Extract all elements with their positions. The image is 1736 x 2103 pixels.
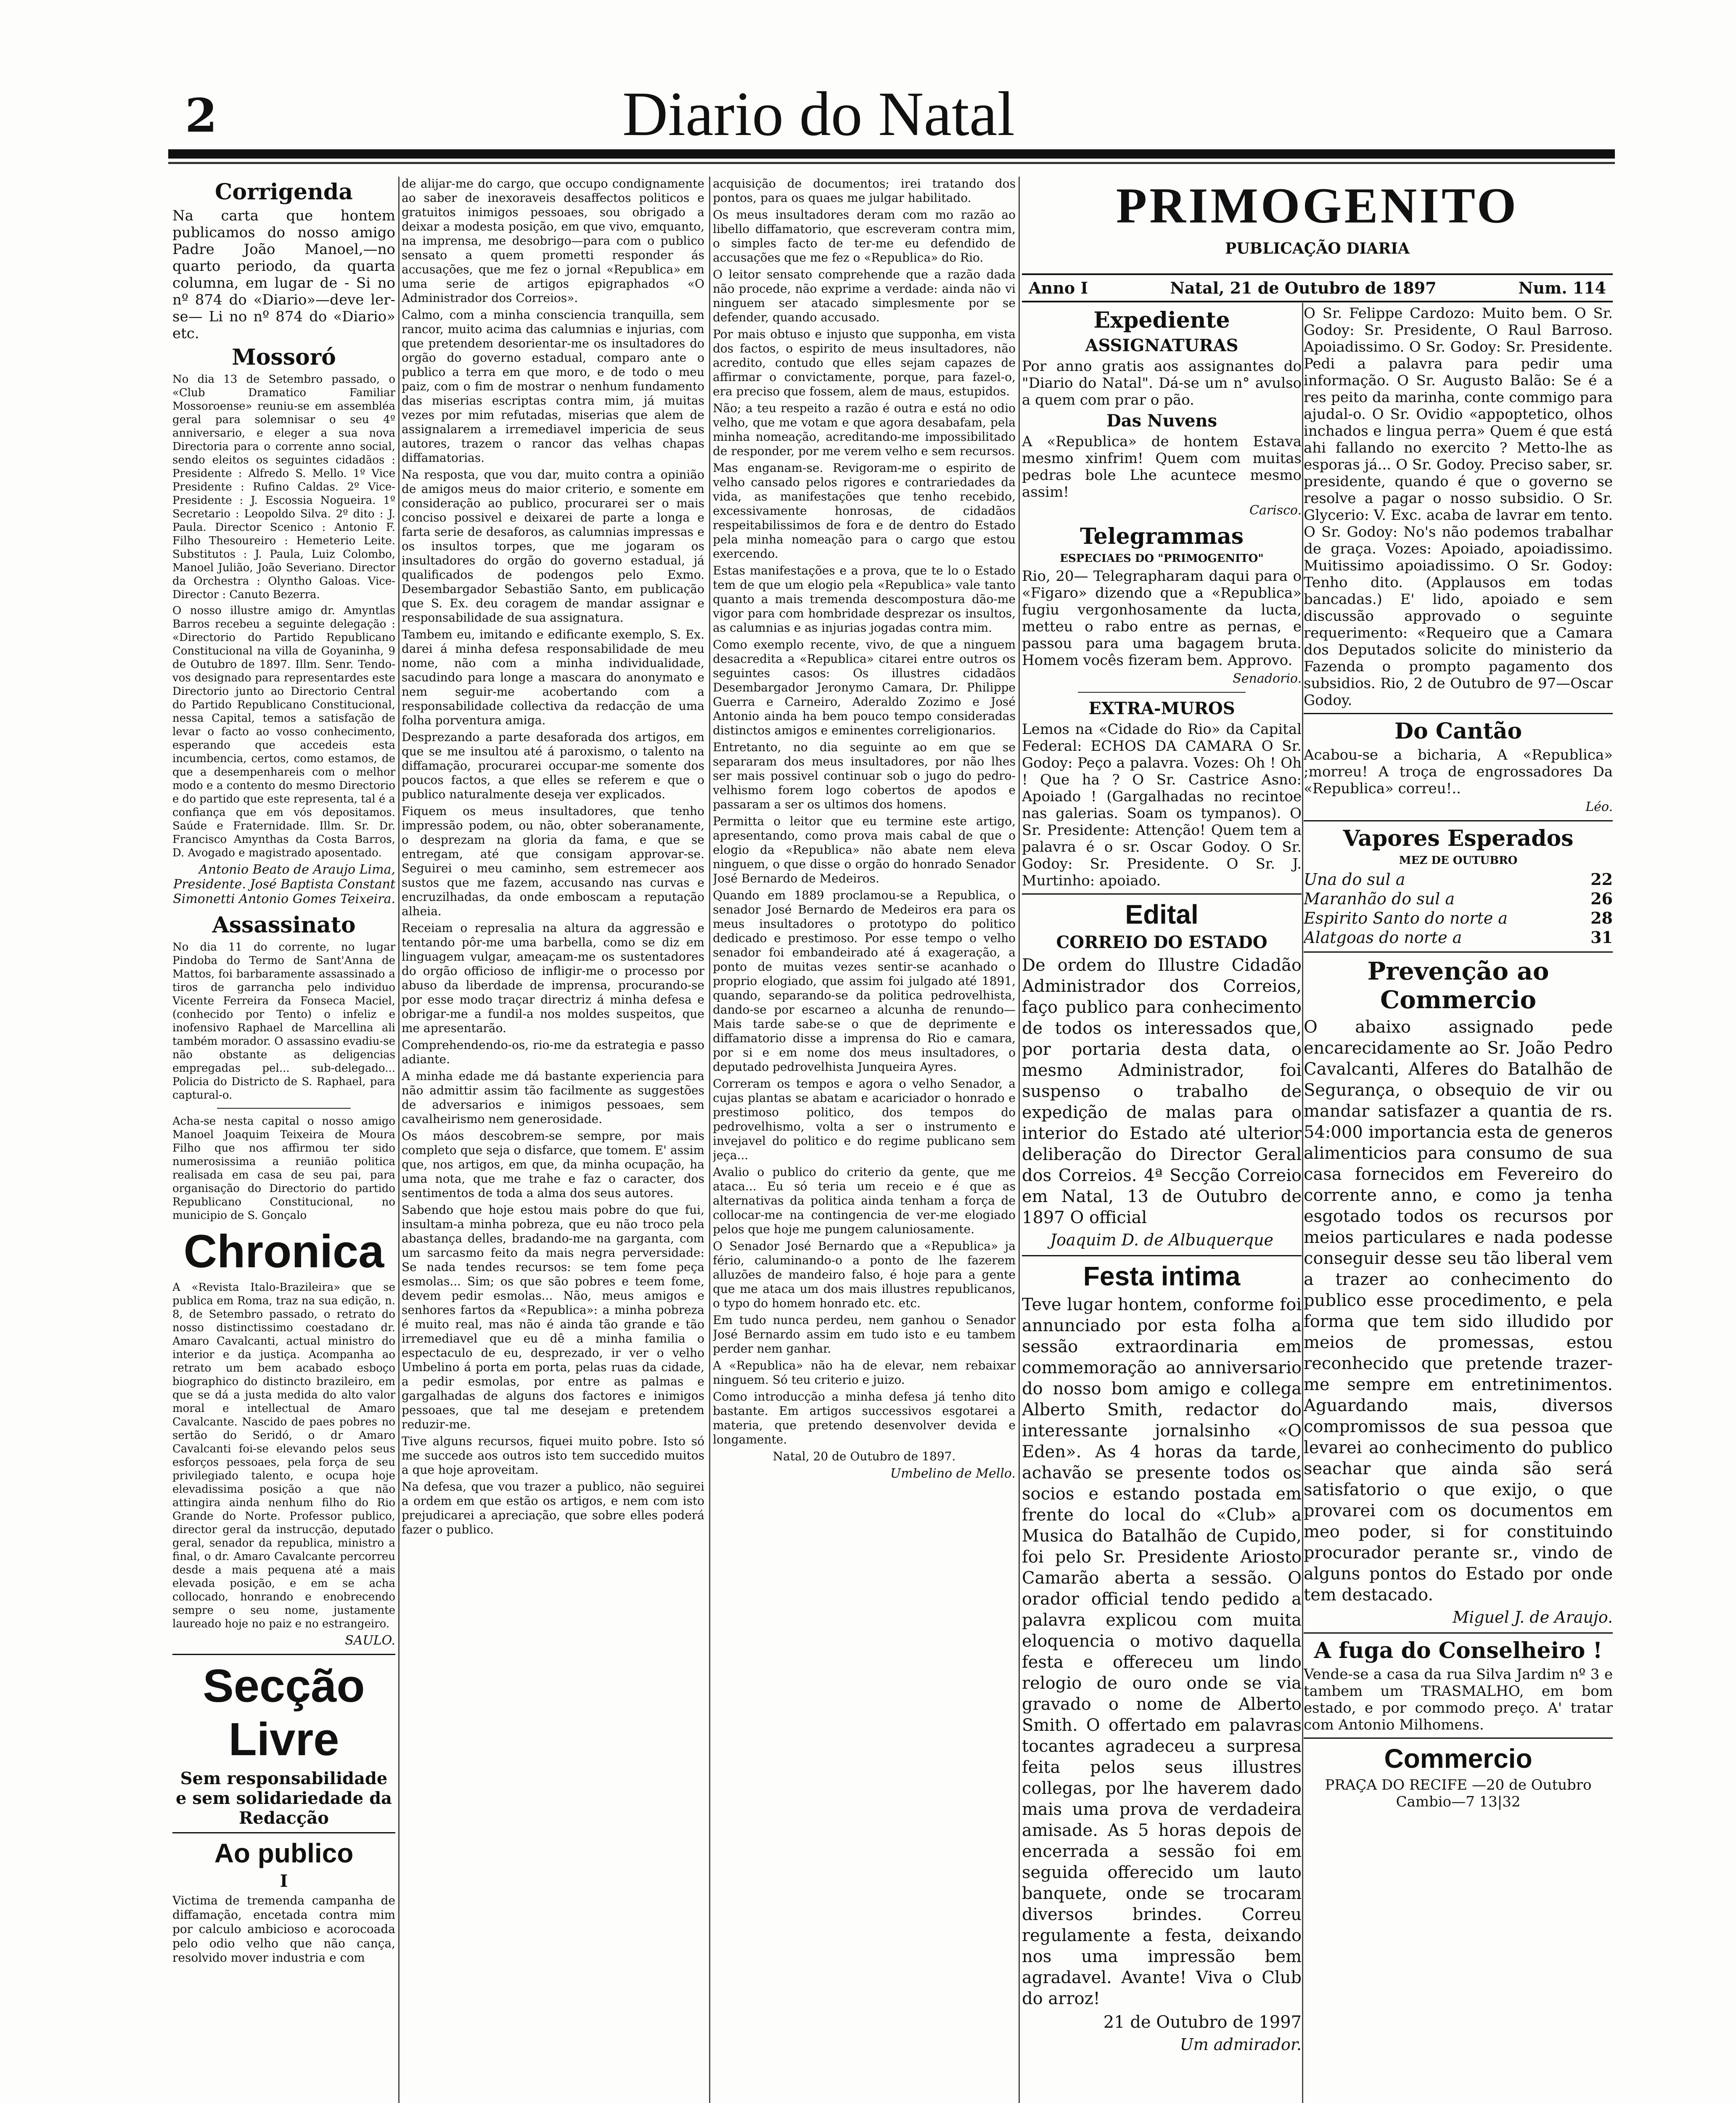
cantao-text: Acabou-se a bicharia, A «Republica» ;morreu! A troça de engrossadores Da «Republica» correu!.. [1304,747,1613,797]
divider [172,1654,395,1655]
divider [1304,713,1613,714]
article-signature: Umbelino de Mello. [890,1466,1016,1481]
vapores-list [1304,870,1613,947]
header-rule [168,149,1615,159]
article-paragraph: Correram os tempos e agora o velho Senador, a cujas plantas se abatam e acariciador o honrado e prestimoso politico, dos tempos do pedrovelhismo, volta a ser o instrumento e invejavel do politico e do regime publicano sem jeça... [713,1077,1016,1162]
assignaturas-text: Por anno gratis aos assignantes do "Diario do Natal". Dá-se um n° avulso a quem com prar o pão. [1022,358,1302,408]
mossoro-text-2: O nosso illustre amigo dr. Amyntlas Barros recebeu a seguinte delegação : «Directorio do Partido Republicano Constitucional na villa de Goyaninha, 9 de Outubro de 1897. Illm. Senr. Tendo-vos designado para representardes este Directorio junto ao Directorio Central do Partido Republicano Constitucional, nessa Capital, temos a satisfação de levar o facto ao vosso conhecimento, esperando que accedeis esta incumbencia, certos, como estamos, de que a desempenhareis com o melhor modo e a contento do mesmo Directorio e do partido que este representa, tal é a confiança que em vós depositamos. Saúde e Fraternidade. Illm. Sr. Dr. Francisco Amynthas da Costa Barros, D. Avogado e magistrado aposentado. [172,604,395,859]
column-5 [1304,305,1613,2103]
section-title-chronica: Chronica [183,1226,384,1277]
primogenito-title: PRIMOGENITO [1116,177,1519,233]
section-title-nuvens: Das Nuvens [1106,411,1217,431]
article-paragraph: Comprehendendo-os, rio-me da estrategia e passo adiante. [402,1038,704,1066]
article-paragraph: Mas enganam-se. Revigoram-me o espirito de velho cansado pelos rigores e contrariedades da vida, as manifestações que tenho recebido, excessivamente honrosas, de cidadãos respeitabilissimos de fora e de dentro do Estado pela minha nomeação para o cargo que estou exercendo. [713,461,1016,561]
corrigenda-text: Na carta que hontem publicamos do nosso amigo Padre João Manoel,—no quarto periodo, da quarta columna, em lugar de - Si no nº 874 do «Diario»—deve ler-se— Li no nº 874 do «Diario» etc. [172,207,395,342]
section-title-commercio: Commercio [1384,1743,1532,1774]
article-paragraph: Permitta o leitor que eu termine este artigo, apresentando, como prova mais cabal de que o elogio da «Republica» não abate nem eleva ninguem, o que disse o orgão do honrado Senador José Bernardo de Medeiros. [713,814,1016,885]
section-title-festa-intima: Festa intima [1083,1261,1241,1291]
column-4 [1022,305,1302,2103]
list-item: Alatgoas do norte a 31 [1304,928,1613,947]
festa-intima-text: Teve lugar hontem, conforme foi annunciado por esta folha a sessão extraordinaria em commemoração ao anniversario do nosso bom amigo e collega Alberto Smith, redactor do interessante jornalsinho «O Eden». As 4 horas da tarde, achavão se presente todos os socios e estando postada em frente do local do «Club» a Musica do Batalhão de Cupido, foi pelo Sr. Presidente Ariosto Camarão aberta a sessão. O orador official tendo pedido a palavra explicou com muita eloquencia o motivo daquella festa e offereceu um lindo relogio de ouro onde se via gravado o nome de Alberto Smith. O offertado em palavras tocantes agradeceu a surpresa feita pelos seus illustres collegas, por lhe haverem dado mais uma prova de verdadeira amisade. As 5 horas depois de encerrada a sessão foi em seguida offerecido um lauto banquete, onde se trocaram diversos brindes. Correu regulamente a festa, deixando nos uma impressão bem agradavel. Avante! Viva o Club do arroz! [1022,1295,1302,2008]
article-paragraph: O leitor sensato comprehende que a razão dada não procede, não exprime a verdade: ainda não vi ninguem ser atacado simplesmente por se defender, quando accusado. [713,268,1016,324]
article-paragraph: Como exemplo recente, vivo, de que a ninguem desacredita a «Republica» citarei entre outros os seguintes casos: Os illustres cidadãos Desembargador Jeronymo Camara, Dr. Philippe Guerra e Carneiro, Aderaldo Zozimo e José Antonio ainda ha bem pouco tempo consideradas distinctos amigos e eminentes correligionarios. [713,638,1016,737]
section-title-seccao-livre: Secção Livre [203,1660,365,1765]
article-paragraph: Quando em 1889 proclamou-se a Republica, o senador José Bernardo de Medeiros era para os meus insultadores o prototypo do politico dedicado e prestimoso. Por esse tempo o velho senador foi embandeirado até á exageração, a ponto de muitas vezes sentir-se acanhado o proprio elogiado, que assim foi julgado até 1891, quando, separando-se da politica pedrovelhista, dando-se por escarneo a alcunha de renundo—Mais tarde sabe-se o que de deprimente e diffamatorio disse a imprensa do Rio e camara, por si e em nome dos meus insultadores, o deputado pedrovelhista Junqueira Ayres. [713,888,1016,1074]
article-paragraph: Os máos descobrem-se sempre, por mais completo que seja o disfarce, que tomem. E' assim que, nos artigos, em que, da minha ocupação, ha uma nota, que me trahe e faz o caracter, dos sentimentos de toda a alma dos seus autores. [402,1129,704,1200]
chronica-signature: SAULO. [345,1633,395,1648]
divider [1304,1632,1613,1634]
telegrammas-text: Rio, 20— Telegrapharam daqui para o «Figaro» dizendo que a «Republica» fugiu vergonhosamente da lucta, metteu o rabo entre as pernas, e passou para uma bagagem bruta. Homem vocês fizeram bem. Approvo. [1022,568,1302,669]
section-title-vapores: Vapores Esperados [1343,826,1574,851]
article-paragraph: Os meus insultadores deram com mo razão ao libello diffamatorio, que escreveram contra mim, o simples facto de ter-me eu defendido de accusações que me fez o «Republica» do Rio. [713,208,1016,265]
vapores-subtitle: MEZ DE OUTUBRO [1399,854,1518,867]
article-paragraph: de alijar-me do cargo, que occupo condignamente ao saber de inexoraveis desaffectos politicos e gratuitos inimigos pessoaes, sou obrigado a deixar a modesta posição, em que vivo, emquanto, na imprensa, me desobrigo—para com o publico sensato a quem prometti responder ás accusações, que me fez o jornal «Republica» em uma serie de artigos epigraphados «O Administrador dos Correios». [402,177,704,305]
edital-subtitle: CORREIO DO ESTADO [1056,932,1268,952]
assassinato-text: No dia 11 do corrente, no lugar Pindoba do Termo de Sant'Anna de Mattos, foi barbaramente assassinado a tiros de garrancha pelo individuo Vicente Ferreira da Fonseca Maciel, (conhecido por Tento) o infeliz e inofensivo Raphael de Marcellina ali também morador. O assassino evadiu-se não obstante as deligencias empregadas pel... sub-delegado... Policia do Districto de S. Raphael, para captural-o. [172,941,395,1102]
cantao-signature: Léo. [1585,800,1613,814]
section-title-assassinato: Assassinato [212,912,356,938]
divider [1078,692,1246,693]
article-paragraph: Desprezando a parte desaforada dos artigos, em que se me insultou até á paroxismo, o talento na diffamação, procurarei occupar-me somente dos poucos factos, a que elles se referem e que o publico naturalmente deseja ver explicados. [402,730,704,801]
article-paragraph: Avalio o publico do criterio da gente, que me ataca... Eu só teria um receio e é que as alternativas da politica ainda tenham a força de collocar-me na contingencia de ver-me elogiado pelos que hoje me pungem caluniosamente. [713,1165,1016,1236]
article-paragraph: Receiam o represalia na altura da aggressão e tentando pôr-me uma barbella, como se diz em linguagem vulgar, ameaçam-me os sustentadores do orgão officioso de infligir-me o processo por abuso da liberdade de imprensa, procurando-se por esse modo traçar directriz á minha defesa e obrigar-me a fundil-a nos moldes suspeitos, que me apresentarão. [402,921,704,1035]
article-paragraph: O Senador José Bernardo que a «Republica» ja fério, caluminando-o a ponto de lhe fazerem alluzões de mandeiro falso, é hoje para a gente que me ataca um dos mais illustres republicanos, o typo do homem honrado etc. etc. [713,1239,1016,1310]
prevencao-text: O abaixo assignado pede encarecidamente ao Sr. João Pedro Cavalcanti, Alferes do Batalhão de Segurança, o obsequio de vir ou mandar satisfazer a quantia de rs. 54:000 importancia esta de generos alimenticios para consumo de sua casa fornecidos em Fevereiro do corrente anno, e como ja tenha esgotado todos os recursos por meios particulares e nada podesse conseguir desse seu tão liberal vem a trazer ao conhecimento do publico esse procedimento, e pela forma que tem sido illudido por meios de promessas, estou reconhecido que pretende trazer-me sempre em entretinimentos. Aguardando mais, diversos compromissos de sua pessoa que levarei ao conhecimento do publico seachar que ainda são será satisfatorio o que exijo, o que provarei com os documentos em meo poder, si for constituindo procurador perante sr., vindo de alguns pontos do Estado por onde tem destacado. [1304,1017,1613,1605]
mossoro-signatures: Antonio Beato de Araujo Lima, Presidente. José Baptista Constant Simonetti Antonio Gomes Teixeira. [173,862,395,906]
ao-publico-number: I [280,1871,288,1891]
edital-text: De ordem do Illustre Cidadão Administrador dos Correios, faço publico para conhecimento de todos os interessados que, por portaria desta data, o mesmo Administrador, foi suspenso o trabalho de expedição de malas para o interior do Estado até ulterior deliberação do Director Geral dos Correios. 4ª Secção Correio em Natal, 13 de Outubro de 1897 O official [1022,956,1302,1227]
page-number: 2 [185,88,217,143]
festa-intima-signature: Um admirador. [1180,2035,1302,2054]
article-paragraph: Calmo, com a minha consciencia tranquilla, sem rancor, muito acima das calumnias e injurias, com que pretendem desorientar-me os insultadores do orgão do governo estadual, comparo ante o publico a terra em que moro, e de todo o meu paiz, com o fim de mostrar o nenhum fundamento das miserias escriptas contra mim, já muitas vezes por mim refutadas, miserias que alem de assignalarem a irremediavel impericia de seus autores, trazem o rancor das velhas chapas diffamatorias. [402,308,704,465]
divider [1304,951,1613,953]
assassinato-text-2: Acha-se nesta capital o nosso amigo Manoel Joaquim Teixeira de Moura Filho que nos affirmou ter sido numerosissima a reunião politica realisada em casa de seu pai, para organisação do Directorio do partido Republicano Constitucional, no municipio de S. Gonçalo [172,1115,395,1222]
divider [1304,1737,1613,1739]
section-title-telegrammas: Telegrammas [1080,524,1244,549]
article-paragraph: Tive alguns recursos, fiquei muito pobre. Isto só me succede aos outros isto tem succedido muitos a que hoje aproveitam. [402,1434,704,1477]
article-date: Natal, 20 de Outubro de 1897. [773,1449,956,1463]
section-title-ao-publico: Ao publico [214,1838,354,1868]
article-paragraph: Em tudo nunca perdeu, nem ganhou o Senador José Bernardo assim em tudo isto e eu tambem perder nem ganhar. [713,1313,1016,1356]
section-title-mossoro: Mossoró [232,344,336,370]
telegrammas-signature: Senadorio. [1233,671,1302,686]
section-title-corrigenda: Corrigenda [215,179,353,205]
divider [1304,820,1613,821]
list-item: Una do sul a 22 [1304,870,1613,889]
divider [1022,1255,1302,1256]
assignaturas-title: ASSIGNATURAS [1085,336,1238,355]
nuvens-text: A «Republica» de hontem Estava mesmo xinfrim! Quem com muitas pedras bole Lhe acuntece mesmo assim! [1022,433,1302,501]
nuvens-signature: Carisco. [1249,503,1302,518]
column-divider [1019,177,1020,2103]
article-paragraph: Entretanto, no dia seguinte ao em que se separaram dos meus insultadores, por não lhes ser mais possivel continuar sob o jugo do pedro-velhismo forem logo cobertos de apodos e passaram a ser os ultimos dos homens. [713,740,1016,811]
article-paragraph: Tambem eu, imitando e edificante exemplo, S. Ex. darei á minha defesa responsabilidade de meu nome, não com a minha individualidade, sacudindo para longe a mascara do anonymato e nem seguir-me acobertando com a responsabilidade collectiva da redacção de uma folha porventura amiga. [402,628,704,727]
column-divider [1302,303,1303,2103]
list-item: Espirito Santo do norte a 28 [1304,908,1613,927]
festa-intima-date: 21 de Outubro de 1997 [1103,2013,1302,2032]
column-divider [709,177,710,2103]
list-item: Maranhão do sul a 26 [1304,889,1613,908]
banner-date: Natal, 21 de Outubro de 1897 [1170,278,1437,297]
article-paragraph: A minha edade me dá bastante experiencia para não admittir assim tão facilmente as suggestões de adversarios e inimigos pessoaes, sem cavalheirismo nem generosidade. [402,1069,704,1126]
column-3 [713,177,1016,2103]
section-title-fuga: A fuga do Conselheiro ! [1314,1638,1603,1663]
section-title-extra-muros: EXTRA-MUROS [1088,699,1235,718]
prevencao-signature: Miguel J. de Araujo. [1453,1608,1613,1626]
section-title-expediente: Expediente [1093,307,1230,333]
article-paragraph: Fiquem os meus insultadores, que tenho impressão podem, ou não, obter soberanamente, o desprezam na gloria da fama, e que se entregam, até que consigam approvar-se. Seguirei o meu caminho, sem estremecer aos sustos que me fazem, accusando nas curvas e encruzilhadas, da onde emboscam a reputação alheia. [402,804,704,918]
section-title-do-cantao: Do Cantão [1394,718,1522,744]
article-paragraph: Como introducção a minha defesa já tenho dito bastante. Em artigos successivos esgotarei a materia, que pretendo desenvolver devida e longamente. [713,1390,1016,1446]
commercio-text: PRAÇA DO RECIFE —20 de Outubro Cambio—7 13|32 [1325,1777,1592,1810]
primogenito-banner [1022,273,1613,302]
primogenito-header [1022,172,1613,268]
fuga-text: Vende-se a casa da rua Silva Jardim nº 3 e tambem um TRASMALHO, em bom estado, e por commodo preço. A' tratar com Antonio Milhomens. [1304,1666,1613,1733]
article-paragraph: acquisição de documentos; irei tratando dos pontos, para os quaes me julgar habilitado. [713,177,1016,205]
divider [1022,893,1302,895]
edital-signature: Joaquim D. de Albuquerque [1050,1231,1274,1249]
banner-year: Anno I [1029,278,1088,297]
banner-number: Num. 114 [1518,278,1606,297]
column-divider [398,177,400,2103]
divider [217,1108,351,1109]
column-2 [402,177,704,2103]
article-paragraph: Sabendo que hoje estou mais pobre do que fui, insultam-a minha pobreza, que eu não troco pela abastança delles, bradando-me na garganta, com um sarcasmo feito da mais negra perversidade: Se nada tendes recursos: se tem fome peça esmolas... Sim; os que são pobres e teem fome, devem pedir esmolas... Não, meus amigos e senhores fartos da «Republica»: a minha pobreza é muito real, mas não é ainda tão grande e tão irremediavel que eu dê a minha familia o espectaculo de eu, desprezado, ir ver o velho Umbelino á porta em porta, pelas ruas da cidade, a pedir esmolas, por entre as palmas e gargalhadas de alguns dos factores e inimigos pessoaes, que tal me desejam e pretendem reduzir-me. [402,1203,704,1431]
section-title-edital: Edital [1125,899,1199,930]
article-paragraph: Na resposta, que vou dar, muito contra a opinião de amigos meus do maior criterio, e somente em consideração ao publico, procurarei ser o mais conciso possivel e deixarei de parte a longa e farta serie de desaforos, as calumnias impressas e os insultos torpes, que me jogaram os insultadores do orgão do governo estadual, já qualificados de podengos pelo Exmo. Desembargador Sebastião Santo, em publicação que S. Ex. deu coragem de mandar assignar e responsabilidade de sua assignatura. [402,468,704,625]
article-paragraph: Estas manifestações e a prova, que te lo o Estado tem de que um elogio pela «Republica» vale tanto quanto a mais tremenda descompostura dão-me vigor para com hombridade desprezar os insultos, as calumnias e as injurias jogadas contra mim. [713,564,1016,635]
section-title-prevencao: Prevenção ao Commercio [1367,957,1549,1014]
column-1 [172,177,395,2103]
seccao-livre-subtitle: Sem responsabilidade e sem solidariedade da Redacção [176,1769,392,1828]
article-paragraph: Por mais obtuso e injusto que supponha, em vista dos factos, o espirito de meus insultadores, não acredito, contudo que elles sejam capazes de affirmar o convictamente, porque, para fazel-o, era preciso que fossem, alem de maus, estupidos. [713,327,1016,398]
debate-text: O Sr. Felippe Cardozo: Muito bem. O Sr. Godoy: Sr. Presidente, O Raul Barroso. Apoiadissimo. O Sr. Godoy: Sr. Presidente. Pedi a palavra para pedir uma informação. O Sr. Augusto Balão: Se é a res peito da marinha, conte commigo para ajudal-o. O Sr. Ovidio «appoptetico, olhos inchados e lingua perra» Quem é que está ahi fallando no exercito ? Metto-lhe as esporas já... O Sr. Godoy. Preciso saber, sr. presidente, quando é que o governo se resolve a pagar o nosso subsidio. O Sr. Glycerio: V. Exc. acaba de lavrar em tento. O Sr. Godoy: No's não podemos trabalhar de graça. Vozes: Apoiado, apoiadissimo. Muitissimo apoiadissimo. O Sr. Godoy: Tenho dito. (Applausos em todas bancadas.) E' lido, apoiado e sem discussão approvado o seguinte requerimento: «Requeiro que a Camara dos Deputados solicite do ministerio da Fazenda o prompto pagamento dos subsidios. Rio, 2 de Outubro de 97—Oscar Godoy. [1304,305,1613,709]
telegrammas-subtitle: ESPECIAES DO "PRIMOGENITO" [1060,552,1264,565]
article-paragraph: Na defesa, que vou trazer a publico, não seguirei a ordem em que estão os artigos, e nem com isto prejudicarei a apreciação, que sobre elles poderá fazer o publico. [402,1480,704,1536]
chronica-text: A «Revista Italo-Brazileira» que se publica em Roma, traz na sua edição, n. 8, de Setembro passado, o retrato do nosso distinctissimo coestadano dr. Amaro Cavalcanti, actual ministro do interior e da justiça. Acompanha ao retrato um bem acabado esboço biographico do distincto brazileiro, em que se dá a justa medida do alto valor moral e intellectual de Amaro Cavalcante. Nascido de paes pobres no sertão do Seridó, o dr Amaro Cavalcanti foi-se elevando pelos seus esforços pessoaes, pela força de seu privilegiado talento, e ocupa hoje elevadissima posição a que não attingira ainda nenhum filho do Rio Grande do Norte. Professor publico, director geral da instrucção, deputado geral, senador da republica, ministro a final, o dr. Amaro Cavalcante percorreu desde a mais pequena até a mais elevada posição, e em se acha collocado, honrando e enobrecendo sempre o seu nome, justamente laureado hoje no paiz e no estrangeiro. [172,1281,395,1630]
primogenito-subtitle: PUBLICAÇÃO DIARIA [1225,240,1410,257]
masthead-title: Diario do Natal [622,79,1015,149]
article-paragraph: A «Republica» não ha de elevar, nem rebaixar ninguem. Só teu criterio e juizo. [713,1359,1016,1387]
mossoro-text: No dia 13 de Setembro passado, o «Club Dramatico Familiar Mossoroense» reuniu-se em assembléa geral para solemnisar o seu 4º anniversario, e eleger a sua nova Directoria para o corrente anno social, sendo eleitos os seguintes cidadãos : Presidente : Alfredo S. Mello. 1º Vice Presidente : Rufino Caldas. 2º Vice-Presidente : J. Escossia Nogueira. 1º Secretario : Leopoldo Silva. 2º dito : J. Paula. Director Scenico : Antonio F. Filho Thesoureiro : Hemeterio Leite. Substitutos : J. Paula, Luiz Colombo, Manoel Julião, João Severiano. Director da Orchestra : Olyntho Galoas. Vice-Director : Canuto Bezerra. [172,373,395,601]
ao-publico-text: Victima de tremenda campanha de diffamação, encetada contra mim por calculo ambicioso e acorocoada pelo odio velho que não cança, resolvido mover industria e com [172,1894,395,1965]
article-paragraph: Não; a teu respeito a razão é outra e está no odio velho, que me votam e que agora desabafam, pela minha nomeação, acreditando-me impossibilitado de responder, por me verem velho e sem recursos. [713,401,1016,458]
divider [172,1832,395,1833]
extra-muros-text: Lemos na «Cidade do Rio» da Capital Federal: ECHOS DA CAMARA O Sr. Godoy: Peço a palavra. Vozes: Oh ! Oh ! Que ha ? O Sr. Castrice Asno: Apoiado ! (Gargalhadas no recintoe nas galerias. Soam os tympanos). O Sr. Presidente: Attenção! Quem tem a palavra é o sr. Oscar Godoy. O Sr. Godoy: Sr. Presidente. O Sr. J. Murtinho: apoiado. [1022,721,1302,889]
header-rule-thin [168,162,1615,164]
